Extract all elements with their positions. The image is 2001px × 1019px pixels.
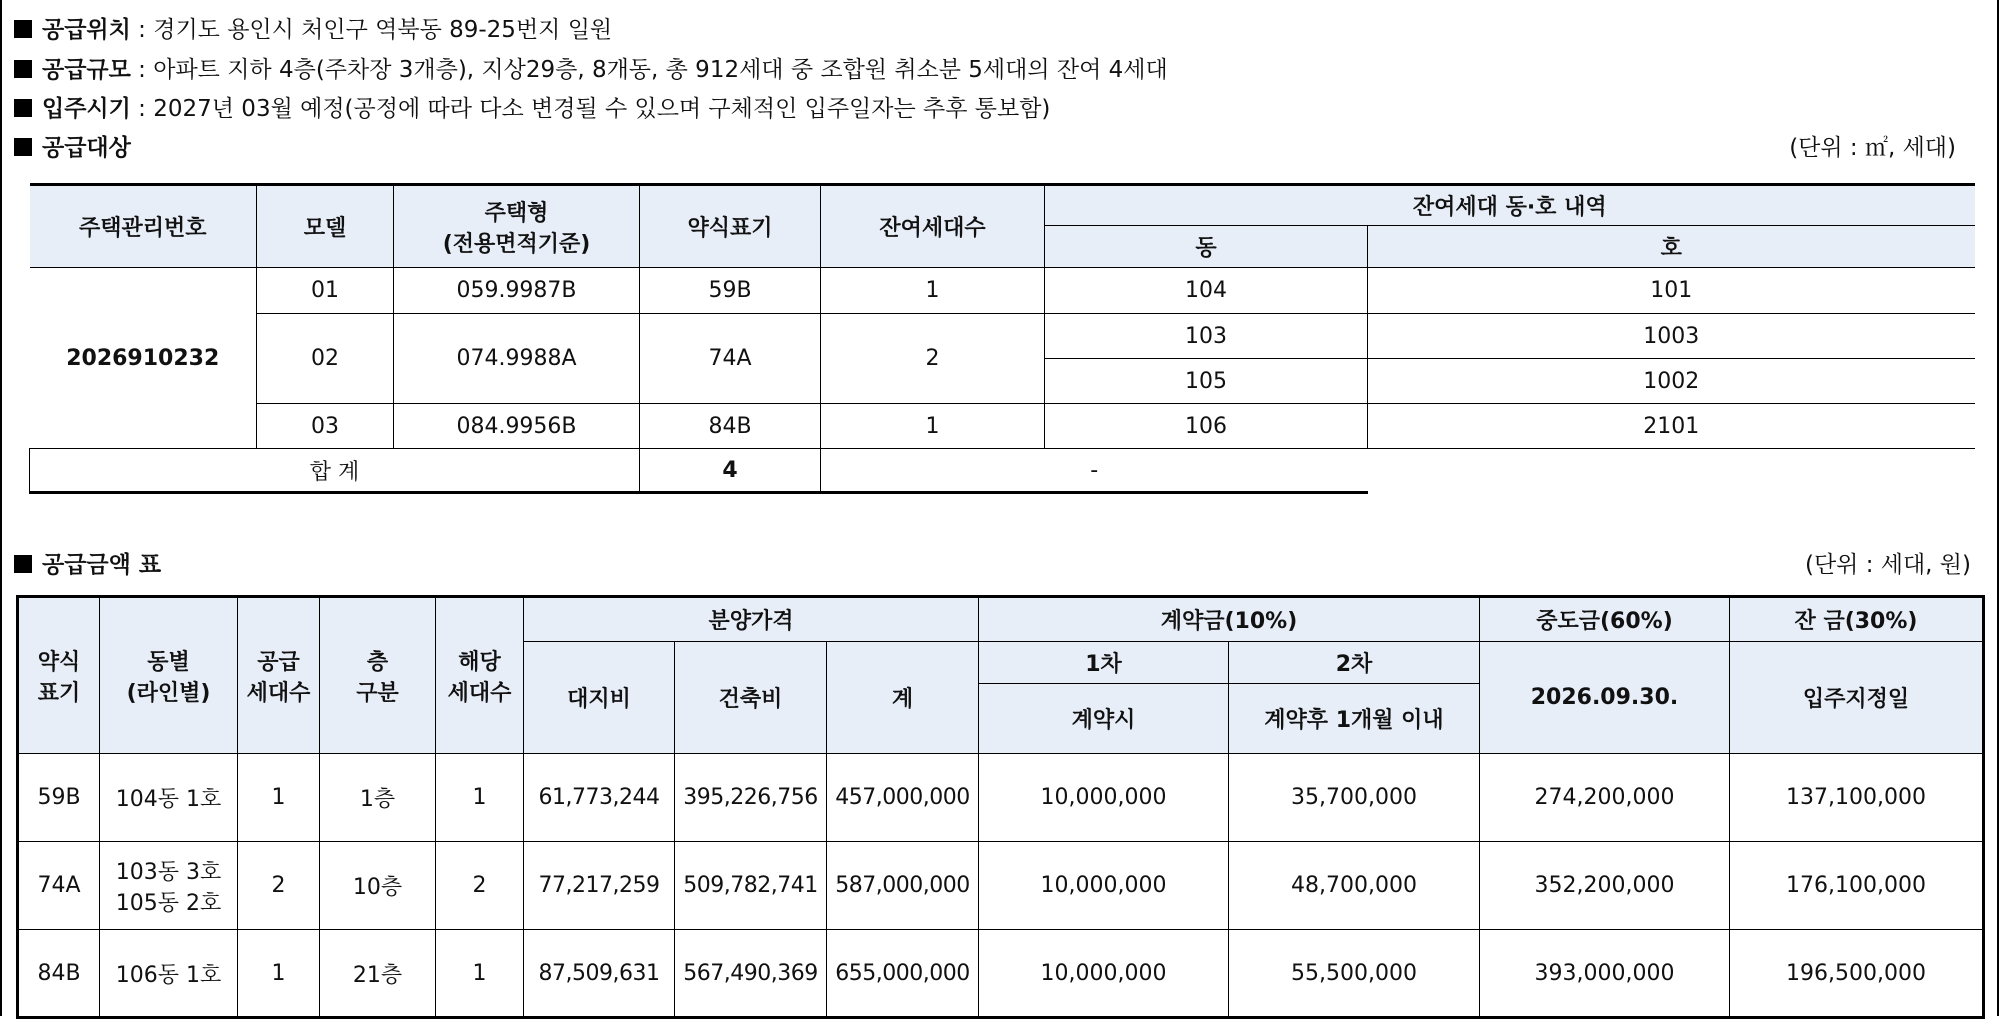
header-at-contract: 계약시 (979, 684, 1229, 754)
header-applicable-line1: 해당 (458, 649, 501, 675)
table-row (30, 314, 1975, 359)
header-applicable (436, 597, 524, 754)
total-row (30, 449, 1975, 493)
ho-cell: 2101 (1368, 404, 1975, 449)
header-abbr-line1: 약식 (37, 649, 81, 675)
header-housing-type (394, 185, 640, 268)
header-first: 1차 (979, 642, 1229, 684)
header-abbr: 약식표기 (640, 185, 821, 268)
bullet-square-icon (14, 60, 32, 78)
header-second: 2차 (1229, 642, 1480, 684)
floor-cell: 1층 (320, 754, 436, 842)
bullet-square-icon (14, 138, 32, 156)
price-table-heading (14, 550, 161, 580)
ho-cell: 101 (1368, 268, 1975, 314)
second-deposit-cell: 35,700,000 (1229, 754, 1480, 842)
supply-scale-value: 아파트 지하 4층(주차장 3개층), 지상29층, 8개동, 총 912세대 중 조합원 취소분 5세대의 잔여 4세대 (153, 57, 1168, 83)
sum-cell: 457,000,000 (827, 754, 979, 842)
applicable-cell: 1 (436, 754, 524, 842)
building-cell: 509,782,741 (675, 842, 827, 930)
supply-scale-label: 공급규모 (42, 57, 131, 83)
dong-cell: 103 (1045, 314, 1368, 359)
bullet-square-icon (14, 555, 32, 573)
dong-cell: 106 (1045, 404, 1368, 449)
header-dong-line2: (라인별) (126, 680, 211, 706)
header-model: 모델 (257, 185, 394, 268)
supply-location-value: 경기도 용인시 처인구 역북동 89-25번지 일원 (153, 17, 613, 43)
abbr-cell: 74A (18, 842, 100, 930)
model-cell: 03 (257, 404, 394, 449)
middle-cell: 274,200,000 (1480, 754, 1730, 842)
total-detail: - (821, 449, 1368, 493)
table-row (18, 930, 1984, 1018)
header-dong-line1: 동별 (147, 649, 190, 675)
separator: : (130, 96, 154, 122)
abbr-cell: 59B (18, 754, 100, 842)
move-in-value: 2027년 03월 예정(공정에 따라 다소 변경될 수 있으며 구체적인 입주일자는 추후 통보함) (153, 96, 1051, 122)
header-detail: 잔여세대 동·호 내역 (1045, 185, 1975, 226)
abbr-cell: 84B (18, 930, 100, 1018)
bullet-square-icon (14, 20, 32, 38)
type-cell: 074.9988A (394, 314, 640, 404)
header-type-line1: 주택형 (484, 200, 549, 226)
land-cell: 87,509,631 (524, 930, 675, 1018)
model-cell: 02 (257, 314, 394, 404)
floor-cell: 21층 (320, 930, 436, 1018)
first-deposit-cell: 10,000,000 (979, 930, 1229, 1018)
dong-line-cell (100, 930, 238, 1018)
header-middle-date: 2026.09.30. (1480, 642, 1730, 754)
dong-line-text: 105동 2호 (115, 890, 222, 916)
header-middle: 중도금(60%) (1480, 597, 1730, 642)
table-row (18, 842, 1984, 930)
building-cell: 395,226,756 (675, 754, 827, 842)
first-deposit-cell: 10,000,000 (979, 842, 1229, 930)
balance-cell: 137,100,000 (1730, 754, 1984, 842)
land-cell: 77,217,259 (524, 842, 675, 930)
header-building: 건축비 (675, 642, 827, 754)
total-count: 4 (640, 449, 821, 493)
header-abbr-line2: 표기 (37, 680, 81, 706)
header-sale-price: 분양가격 (524, 597, 979, 642)
header-applicable-line2: 세대수 (447, 680, 512, 706)
price-table (16, 595, 1985, 1019)
header-dong: 동 (1045, 226, 1368, 268)
supply-cell: 2 (238, 842, 320, 930)
abbr-cell: 84B (640, 404, 821, 449)
floor-cell: 10층 (320, 842, 436, 930)
applicable-cell: 1 (436, 930, 524, 1018)
header-land: 대지비 (524, 642, 675, 754)
building-cell: 567,490,369 (675, 930, 827, 1018)
header-floor-line1: 층 (366, 649, 389, 675)
sum-cell: 655,000,000 (827, 930, 979, 1018)
supply-target-table (29, 183, 1975, 494)
header-balance: 잔 금(30%) (1730, 597, 1984, 642)
table-row (30, 268, 1975, 314)
model-cell: 01 (257, 268, 394, 314)
second-deposit-cell: 55,500,000 (1229, 930, 1480, 1018)
supply-cell: 1 (238, 754, 320, 842)
total-label: 합 계 (30, 449, 640, 493)
supply-location-label: 공급위치 (42, 17, 131, 43)
middle-cell: 393,000,000 (1480, 930, 1730, 1018)
supply-target-heading (14, 133, 131, 163)
header-within-month: 계약후 1개월 이내 (1229, 684, 1480, 754)
middle-cell: 352,200,000 (1480, 842, 1730, 930)
dong-cell: 104 (1045, 268, 1368, 314)
move-in-line (14, 94, 1050, 124)
count-cell: 1 (821, 268, 1045, 314)
price-table-unit: (단위 : 세대, 원) (1804, 552, 1971, 578)
supply-scale-line (14, 55, 1168, 85)
land-cell: 61,773,244 (524, 754, 675, 842)
second-deposit-cell: 48,700,000 (1229, 842, 1480, 930)
dong-line-cell (100, 842, 238, 930)
price-table-label: 공급금액 표 (42, 552, 162, 578)
header-floor (320, 597, 436, 754)
dong-line-text: 103동 3호 (115, 859, 222, 885)
balance-cell: 196,500,000 (1730, 930, 1984, 1018)
dong-line-cell (100, 754, 238, 842)
move-in-label: 입주시기 (42, 96, 131, 122)
supply-target-label: 공급대상 (42, 135, 131, 161)
header-supply-count (238, 597, 320, 754)
table-row (30, 404, 1975, 449)
type-cell: 084.9956B (394, 404, 640, 449)
abbr-cell: 59B (640, 268, 821, 314)
header-floor-line2: 구분 (356, 680, 399, 706)
count-cell: 1 (821, 404, 1045, 449)
dong-cell: 105 (1045, 359, 1368, 404)
ho-cell: 1003 (1368, 314, 1975, 359)
mgmt-no-cell: 2026910232 (30, 268, 257, 449)
header-sum: 계 (827, 642, 979, 754)
separator: : (130, 17, 154, 43)
balance-cell: 176,100,000 (1730, 842, 1984, 930)
ho-cell: 1002 (1368, 359, 1975, 404)
supply-target-unit: (단위 : ㎡, 세대) (1789, 135, 1956, 161)
table-row (18, 754, 1984, 842)
first-deposit-cell: 10,000,000 (979, 754, 1229, 842)
type-cell: 059.9987B (394, 268, 640, 314)
abbr-cell: 74A (640, 314, 821, 404)
header-balance-date: 입주지정일 (1730, 642, 1984, 754)
header-supply-line1: 공급 (257, 649, 300, 675)
separator: : (130, 57, 154, 83)
header-abbr (18, 597, 100, 754)
count-cell: 2 (821, 314, 1045, 404)
dong-line-text: 104동 1호 (115, 787, 222, 812)
header-supply-line2: 세대수 (246, 680, 311, 706)
bullet-square-icon (14, 99, 32, 117)
supply-cell: 1 (238, 930, 320, 1018)
header-ho: 호 (1368, 226, 1975, 268)
header-dong-line (100, 597, 238, 754)
sum-cell: 587,000,000 (827, 842, 979, 930)
applicable-cell: 2 (436, 842, 524, 930)
header-mgmt-no: 주택관리번호 (30, 185, 257, 268)
supply-location-line (14, 15, 612, 45)
dong-line-text: 106동 1호 (115, 962, 222, 988)
header-deposit: 계약금(10%) (979, 597, 1480, 642)
header-type-line2: (전용면적기준) (442, 231, 591, 257)
header-remaining: 잔여세대수 (821, 185, 1045, 268)
